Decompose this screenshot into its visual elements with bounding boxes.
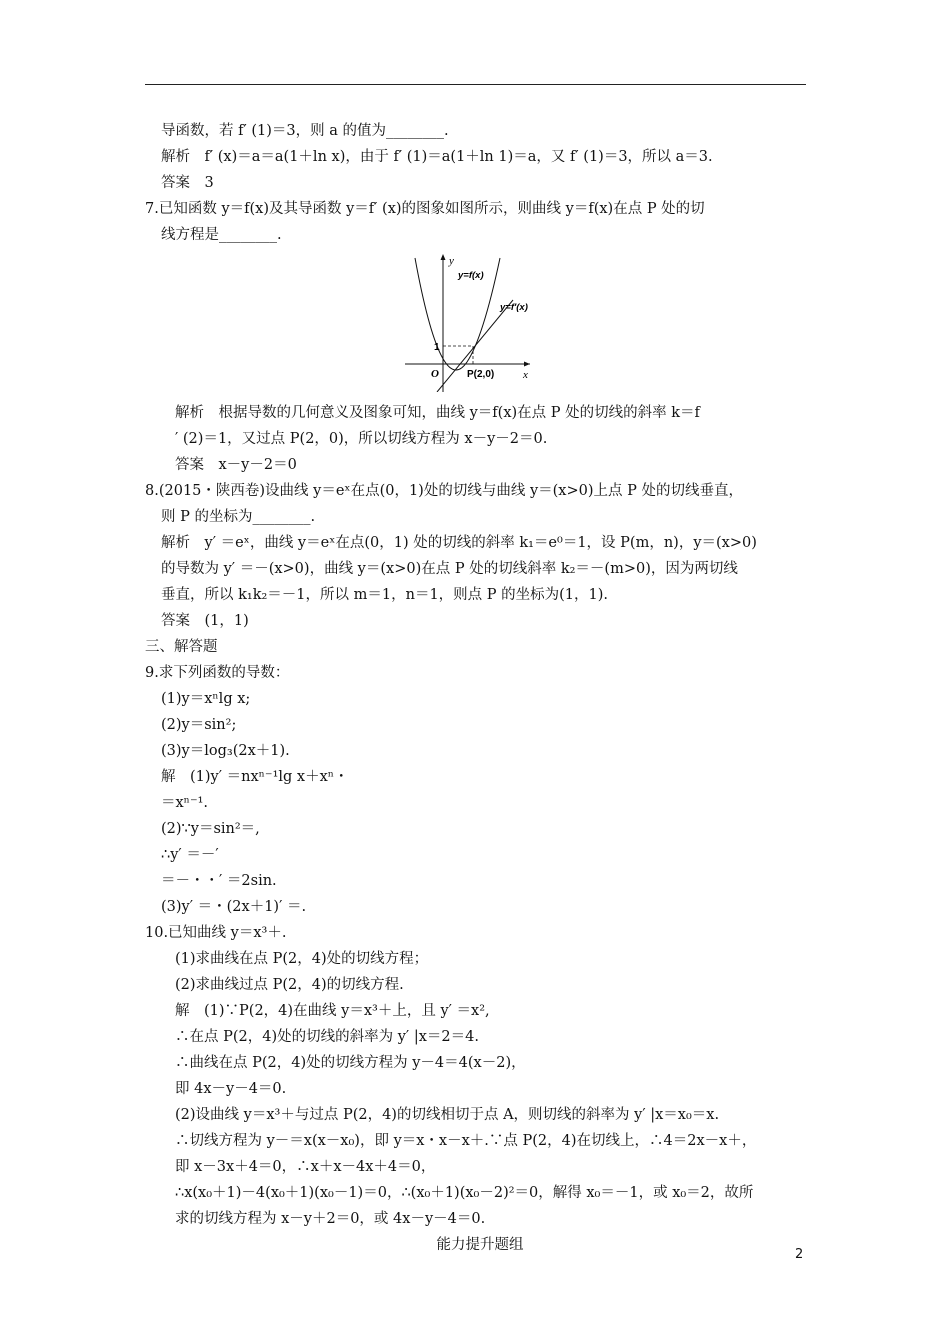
text-line: ＝xⁿ⁻¹. — [161, 795, 209, 811]
text-line: (2)设曲线 y＝x³＋与过点 P(2，4)的切线相切于点 A，则切线的斜率为 y′ |x＝x₀＝x. — [175, 1107, 720, 1123]
text-line: (2)∵y＝sin²＝, — [161, 821, 260, 837]
text-line: 求的切线方程为 x－y＋2＝0，或 4x－y－4＝0. — [175, 1211, 486, 1227]
text-line: 解析 y′ ＝eˣ，曲线 y＝eˣ在点(0，1) 处的切线的斜率 k₁＝e⁰＝1，设 P(m，n)，y＝(x>0) — [161, 535, 757, 551]
question-10: 10.已知曲线 y＝x³＋. — [145, 925, 287, 941]
text-line: 垂直，所以 k₁k₂＝－1，所以 m＝1，n＝1，则点 P 的坐标为(1，1). — [161, 587, 609, 603]
section-title: 能力提升题组 — [436, 1237, 524, 1253]
text-line: ∴x(x₀＋1)－4(x₀＋1)(x₀－1)＝0，∴(x₀＋1)(x₀－2)²＝0，解得 x₀＝－1，或 x₀＝2，故所 — [175, 1185, 754, 1201]
question-9: 9.求下列函数的导数： — [145, 665, 290, 681]
section-heading: 三、解答题 — [145, 639, 218, 655]
text-line: (2)求曲线过点 P(2，4)的切线方程. — [175, 977, 404, 993]
text-line: 解 (1)∵P(2，4)在曲线 y＝x³＋上，且 y′ ＝x², — [175, 1003, 490, 1019]
x-axis-arrow — [524, 362, 530, 367]
text-line: (3)y′ ＝・(2x＋1)′ ＝. — [161, 899, 307, 915]
text-line: (1)y＝xⁿlg x; — [161, 691, 251, 707]
label-y: y — [449, 255, 454, 267]
text-line: 解析 根据导数的几何意义及图象可知，曲线 y＝f(x)在点 P 处的切线的斜率 k＝f — [175, 405, 700, 421]
label-point-p: P(2,0) — [467, 369, 495, 380]
text-line: 导函数，若 f′ (1)＝3，则 a 的值为________. — [161, 123, 449, 139]
text-line: 即 4x－y－4＝0. — [175, 1081, 287, 1097]
text-line: ∴曲线在点 P(2，4)处的切线方程为 y－4＝4(x－2)， — [175, 1055, 526, 1071]
text-line: 则 P 的坐标为________. — [161, 509, 316, 525]
question-7: 7.已知函数 y＝f(x)及其导函数 y＝f′ (x)的图象如图所示，则曲线 y＝f(x)在点 P 处的切 — [145, 201, 705, 217]
question-8: 8.(2015・陕西卷)设曲线 y＝eˣ在点(0，1)处的切线与曲线 y＝(x>0)上点 P 处的切线垂直， — [145, 483, 743, 499]
label-origin: O — [431, 368, 439, 380]
page-number: 2 — [795, 1247, 804, 1262]
label-x: x — [523, 369, 528, 381]
text-line: (1)求曲线在点 P(2，4)处的切线方程； — [175, 951, 429, 967]
text-line: 即 x－3x＋4＝0，∴x＋x－4x＋4＝0， — [175, 1159, 436, 1175]
text-line: ∴切线方程为 y－＝x(x－x₀)，即 y＝x・x－x＋.∵点 P(2，4)在切线上，∴4＝2x－x＋， — [175, 1133, 757, 1149]
label-curve-f: y=f(x) — [458, 270, 484, 281]
page-content — [145, 118, 815, 1258]
text-line: 解 (1)y′ ＝nxⁿ⁻¹lg x＋xⁿ・ — [161, 769, 349, 785]
header-rule — [145, 84, 806, 85]
text-line: 解析 f′ (x)＝a＝a(1＋ln x)，由于 f′ (1)＝a(1＋ln 1)＝a，又 f′ (1)＝3，所以 a＝3. — [161, 149, 713, 165]
text-line: (2)y＝sin²; — [161, 717, 237, 733]
text-line: 答案 3 — [161, 175, 214, 191]
function-graph — [405, 252, 535, 392]
text-line: ∴在点 P(2，4)处的切线的斜率为 y′ |x＝2＝4. — [175, 1029, 479, 1045]
text-line: ′ (2)＝1，又过点 P(2，0)，所以切线方程为 x－y－2＝0. — [175, 431, 548, 447]
text-line: (3)y＝log₃(2x＋1). — [161, 743, 290, 759]
text-line: 答案 x－y－2＝0 — [175, 457, 297, 473]
y-axis-arrow — [441, 254, 446, 260]
function-graph-figure — [145, 252, 815, 396]
text-line: 线方程是________. — [161, 227, 282, 243]
label-one: 1 — [434, 342, 440, 353]
text-line: 的导数为 y′ ＝－(x>0)，曲线 y＝(x>0)在点 P 处的切线斜率 k₂＝－(m>0)，因为两切线 — [161, 561, 738, 577]
text-line: 答案 (1，1) — [161, 613, 249, 629]
text-line: ＝－・・′ ＝2sin. — [161, 873, 277, 889]
text-line: ∴y′ ＝－′ — [161, 847, 219, 863]
label-curve-f-prime: y=f′(x) — [500, 302, 528, 313]
